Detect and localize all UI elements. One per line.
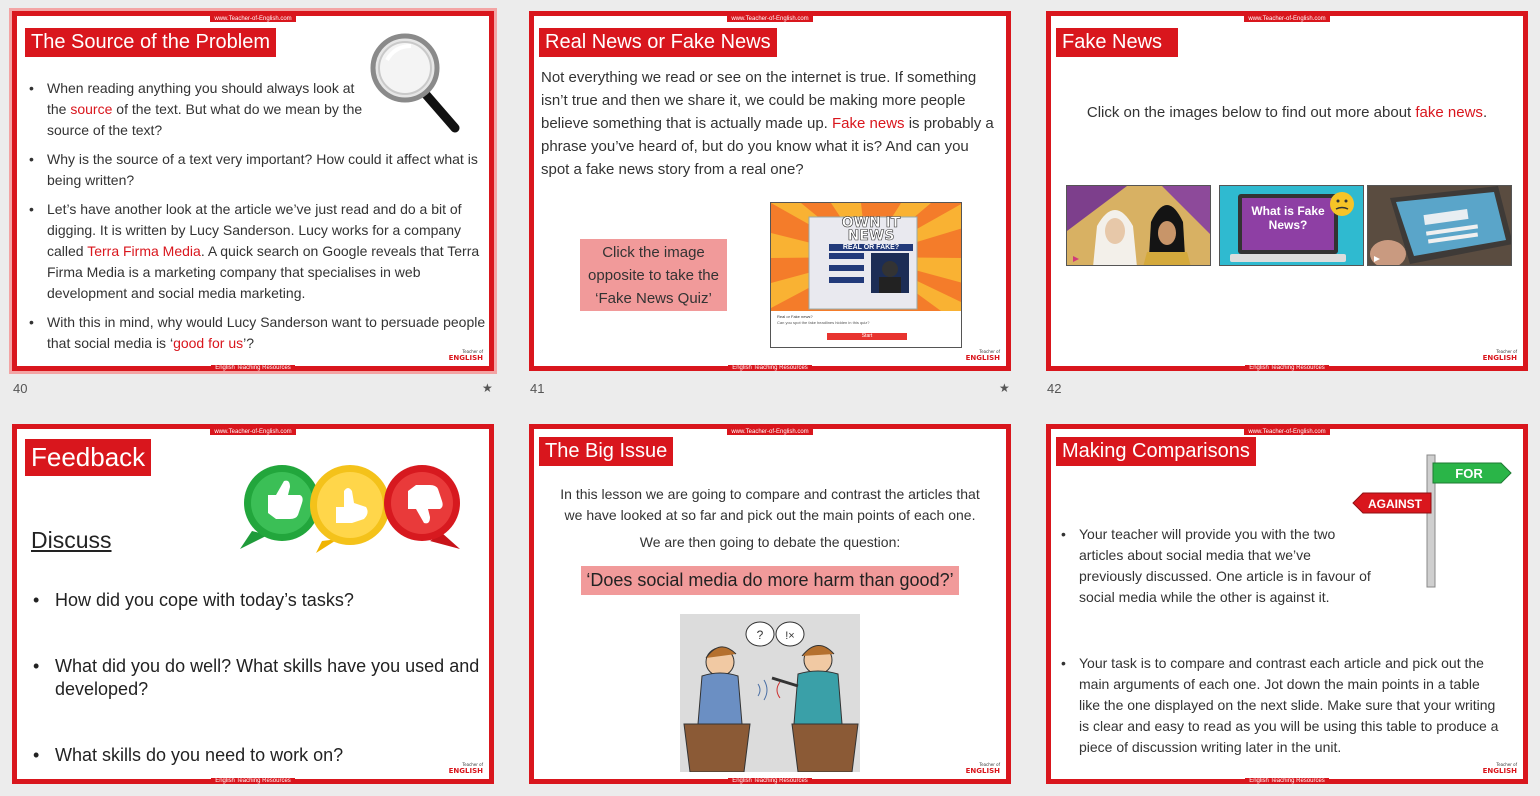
svg-text:?: ? xyxy=(756,628,764,642)
slide-feedback[interactable] xyxy=(12,424,494,784)
bullet-item: • With this in mind, why would Lucy Sanderson want to persuade people that social media is ‘good for us’? xyxy=(27,312,487,354)
logo: Teacher of ENGLISH xyxy=(1482,762,1517,775)
thumbs-feedback-icon xyxy=(232,463,467,553)
slide-42[interactable] xyxy=(1046,11,1528,371)
lesson-paragraph: In this lesson we are going to compare and contrast the articles that we have looked at so far and pick out the main points of each one. xyxy=(560,486,980,523)
svg-text:!×: !× xyxy=(785,630,795,642)
slide-footer: English Teaching Resources xyxy=(1051,778,1523,784)
bullet-item: • What skills do you need to work on? xyxy=(31,744,481,767)
slide-title: Real News or Fake News xyxy=(539,28,777,57)
slide-footer: English Teaching Resources xyxy=(17,365,489,371)
slide-url: www.Teacher-of-English.com xyxy=(1051,429,1523,436)
intro-paragraph: Not everything we read or see on the internet is true. If something isn’t true and then we share it, we could be making more people believe something that is actually made up. Fake news is probably a phrase you’ve heard of, but do you know what it is? And can you spot a fake news story from a real one? xyxy=(541,69,994,178)
slide-title: Making Comparisons xyxy=(1056,437,1256,466)
debate-question: ‘Does social media do more harm than good?’ xyxy=(581,566,959,595)
bullet-item: • Your teacher will provide you with the two articles about social media that we’ve previously discussed. One article is in favour of social media while the other is against it. xyxy=(1059,524,1374,608)
quiz-panel: Real or Fake news? Can you spot the fake headlines hidden in this quiz? Start xyxy=(771,311,962,348)
fake-news-video-2[interactable] xyxy=(1219,185,1364,266)
debate-intro: We are then going to debate the question: xyxy=(639,534,901,550)
bullet-item: • Your task is to compare and contrast each article and pick out the main arguments of each one. Jot down the main points in a table like the one displayed on the next slide. Make sure that your writing is clear and easy to read as you will be using this table to produce a piece of discussion writing later in the unit. xyxy=(1059,653,1504,758)
video-thumbnail-graphic xyxy=(1067,186,1211,266)
svg-text:FOR: FOR xyxy=(1455,466,1483,481)
slide-footer: English Teaching Resources xyxy=(534,778,1006,784)
slide-url: www.Teacher-of-English.com xyxy=(1051,16,1523,23)
slide-number: 40 xyxy=(13,381,28,396)
star-icon[interactable]: ★ xyxy=(482,381,493,395)
logo: Teacher of ENGLISH xyxy=(448,349,483,362)
quiz-title: OWN IT NEWS xyxy=(841,215,901,244)
fake-news-video-3[interactable] xyxy=(1367,185,1512,266)
logo: Teacher of ENGLISH xyxy=(965,762,1000,775)
slide-footer: English Teaching Resources xyxy=(17,778,489,784)
video-thumbnail-graphic xyxy=(1368,186,1512,266)
bullet-item: • What did you do well? What skills have you used and developed? xyxy=(31,655,481,701)
bullet-list xyxy=(1059,524,1504,758)
quiz-subtitle: REAL OR FAKE? xyxy=(829,244,913,251)
slide-url: www.Teacher-of-English.com xyxy=(17,16,489,23)
video-2-caption: What is Fake News? xyxy=(1251,204,1325,232)
logo: Teacher of ENGLISH xyxy=(965,349,1000,362)
discuss-heading: Discuss xyxy=(31,527,112,553)
fake-news-video-1[interactable] xyxy=(1066,185,1211,266)
quiz-instruction-box: Click the image opposite to take the ‘Fake News Quiz’ xyxy=(580,239,727,311)
slide-big-issue[interactable] xyxy=(529,424,1011,784)
bullet-item: • Why is the source of a text very important? How could it affect what is being written? xyxy=(27,149,487,191)
slide-title: The Source of the Problem xyxy=(25,28,276,57)
slide-url: www.Teacher-of-English.com xyxy=(534,16,1006,23)
logo: Teacher of ENGLISH xyxy=(448,762,483,775)
logo: Teacher of ENGLISH xyxy=(1482,349,1517,362)
slide-footer: English Teaching Resources xyxy=(534,365,1006,371)
fake-news-quiz-image[interactable] xyxy=(770,202,962,348)
slide-footer: English Teaching Resources xyxy=(1051,365,1523,371)
svg-text:AGAINST: AGAINST xyxy=(1368,497,1422,511)
bullet-list xyxy=(31,589,481,767)
bullet-item: • Let’s have another look at the article we’ve just read and do a bit of digging. It is written by Lucy Sanderson. Lucy works for a company called Terra Firma Media. A quick search on Google reveals that Terra Firma Media is a marketing company that specialises in web development and social media marketing. xyxy=(27,199,487,304)
bullet-item: • When reading anything you should always look at the source of the text. But what do we mean by the source of the text? xyxy=(27,78,367,141)
slide-title: Feedback xyxy=(25,439,151,476)
slide-40[interactable] xyxy=(12,11,494,371)
slide-making-comparisons[interactable] xyxy=(1046,424,1528,784)
slide-title: Fake News xyxy=(1056,28,1178,57)
debate-illustration xyxy=(680,614,860,772)
instruction-text: Click on the images below to find out more about fake news. xyxy=(1086,104,1488,121)
slide-number: 41 xyxy=(530,381,545,396)
bullet-list xyxy=(27,78,487,354)
quiz-start-button[interactable]: Start xyxy=(827,333,907,340)
slide-url: www.Teacher-of-English.com xyxy=(534,429,1006,436)
star-icon[interactable]: ★ xyxy=(999,381,1010,395)
slide-41[interactable] xyxy=(529,11,1011,371)
slide-number: 42 xyxy=(1047,381,1062,396)
slide-title: The Big Issue xyxy=(539,437,673,466)
slide-url: www.Teacher-of-English.com xyxy=(17,429,489,436)
bullet-item: • How did you cope with today’s tasks? xyxy=(31,589,481,612)
